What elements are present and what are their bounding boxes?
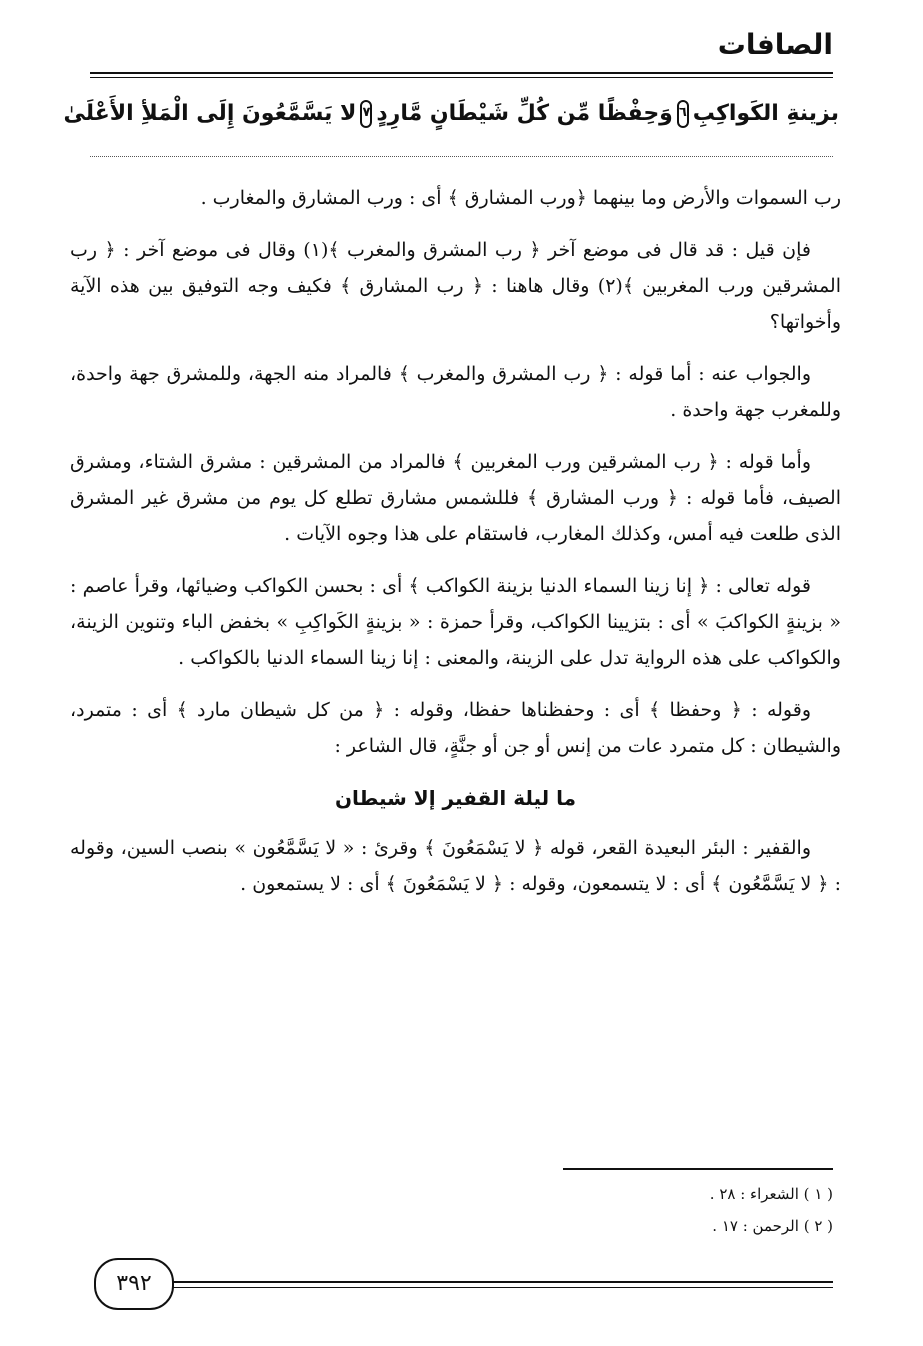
paragraph: والقفير : البئر البعيدة القعر، قوله ﴿ لا يَسْمَعُونَ ﴾ وقرئ : « لا يَسَّمَّعُون » بنصب السين، وقوله : ﴿ لا يَسَّمَّعُون ﴾ أى : لا يتسمعون، وقوله : ﴿ لا يَسْمَعُونَ ﴾ أى : لا يستمعون . [70,837,841,895]
quran-verse-line [63,92,839,136]
paragraph: وأما قوله : ﴿ رب المشرقين ورب المغربين ﴾ فالمراد من المشرقين : مشرق الشتاء، ومشرق الصيف، فأما قوله : ﴿ ورب المشارق ﴾ فللشمس مشارق تطلع كل يوم من مشرق غير المشرق الذى طلعت فيه أمس، وكذلك المغارب، فاستقام على هذا وجوه الآيات . [70,451,841,545]
footnote-rule [563,1168,833,1170]
footer-rule [170,1287,833,1288]
verse-segment-3: لا يَسَّمَّعُونَ إِلَى الْمَلأِ الأَعْلَىٰ [63,101,357,126]
verse-separator [90,156,833,157]
paragraph: فإن قيل : قد قال فى موضع آخر ﴿ رب المشرق والمغرب ﴾(١) وقال فى موضع آخر : ﴿ رب المشرقين ورب المغربين ﴾(٢) وقال هاهنا : ﴿ رب المشارق ﴾ فكيف وجه التوفيق بين هذه الآية وأخواتها؟ [70,239,842,333]
footnote: ( ١ ) الشعراء : ٢٨ . [709,1185,833,1203]
ayah-number-marker: ٧ [360,100,372,128]
commentary-body [70,180,841,918]
paragraph: والجواب عنه : أما قوله : ﴿ رب المشرق والمغرب ﴾ فالمراد منه الجهة، وللمشرق جهة واحدة، وللمغرب جهة واحدة . [70,363,841,421]
footnotes [90,1178,833,1242]
paragraph: رب السموات والأرض وما بينهما ﴿ورب المشارق ﴾ أى : ورب المشارق والمغارب . [200,187,841,209]
surah-title: الصافات [717,28,833,61]
page-header [90,20,833,80]
verse-segment-2: وَحِفْظًا مِّن كُلِّ شَيْطَانٍ مَّارِدٍ [376,101,673,126]
footer-rule [170,1281,833,1283]
verse-segment-1: بزينةِ الكَواكِبِ [692,101,839,126]
paragraph: وقوله : ﴿ وحفظا ﴾ أى : وحفظناها حفظا، وقوله : ﴿ من كل شيطان مارد ﴾ أى : متمرد، والشيطان : كل متمرد عات من إنس أو جن أو جنَّةٍ، قال الشاعر : [70,699,841,757]
header-rule [90,72,833,78]
ayah-number-marker: ٦ [677,100,689,128]
poetry-line: ما ليلة القفير إلا شيطان [334,786,577,810]
footnote: ( ٢ ) الرحمن : ١٧ . [712,1217,833,1235]
page-number: ٣٩٢ [94,1258,174,1310]
paragraph: قوله تعالى : ﴿ إنا زينا السماء الدنيا بزينة الكواكب ﴾ أى : بحسن الكواكب وضيائها، وقرأ عاصم : « بزينةٍ الكواكبَ » أى : بتزيينا الكواكب، وقرأ حمزة : « بزينةٍ الكَواكِبِ » بخفض الباء وتنوين الزينة، والكواكب على هذه الرواية تدل على الزينة، والمعنى : إنا زينا السماء الدنيا بالكواكب . [70,575,841,669]
